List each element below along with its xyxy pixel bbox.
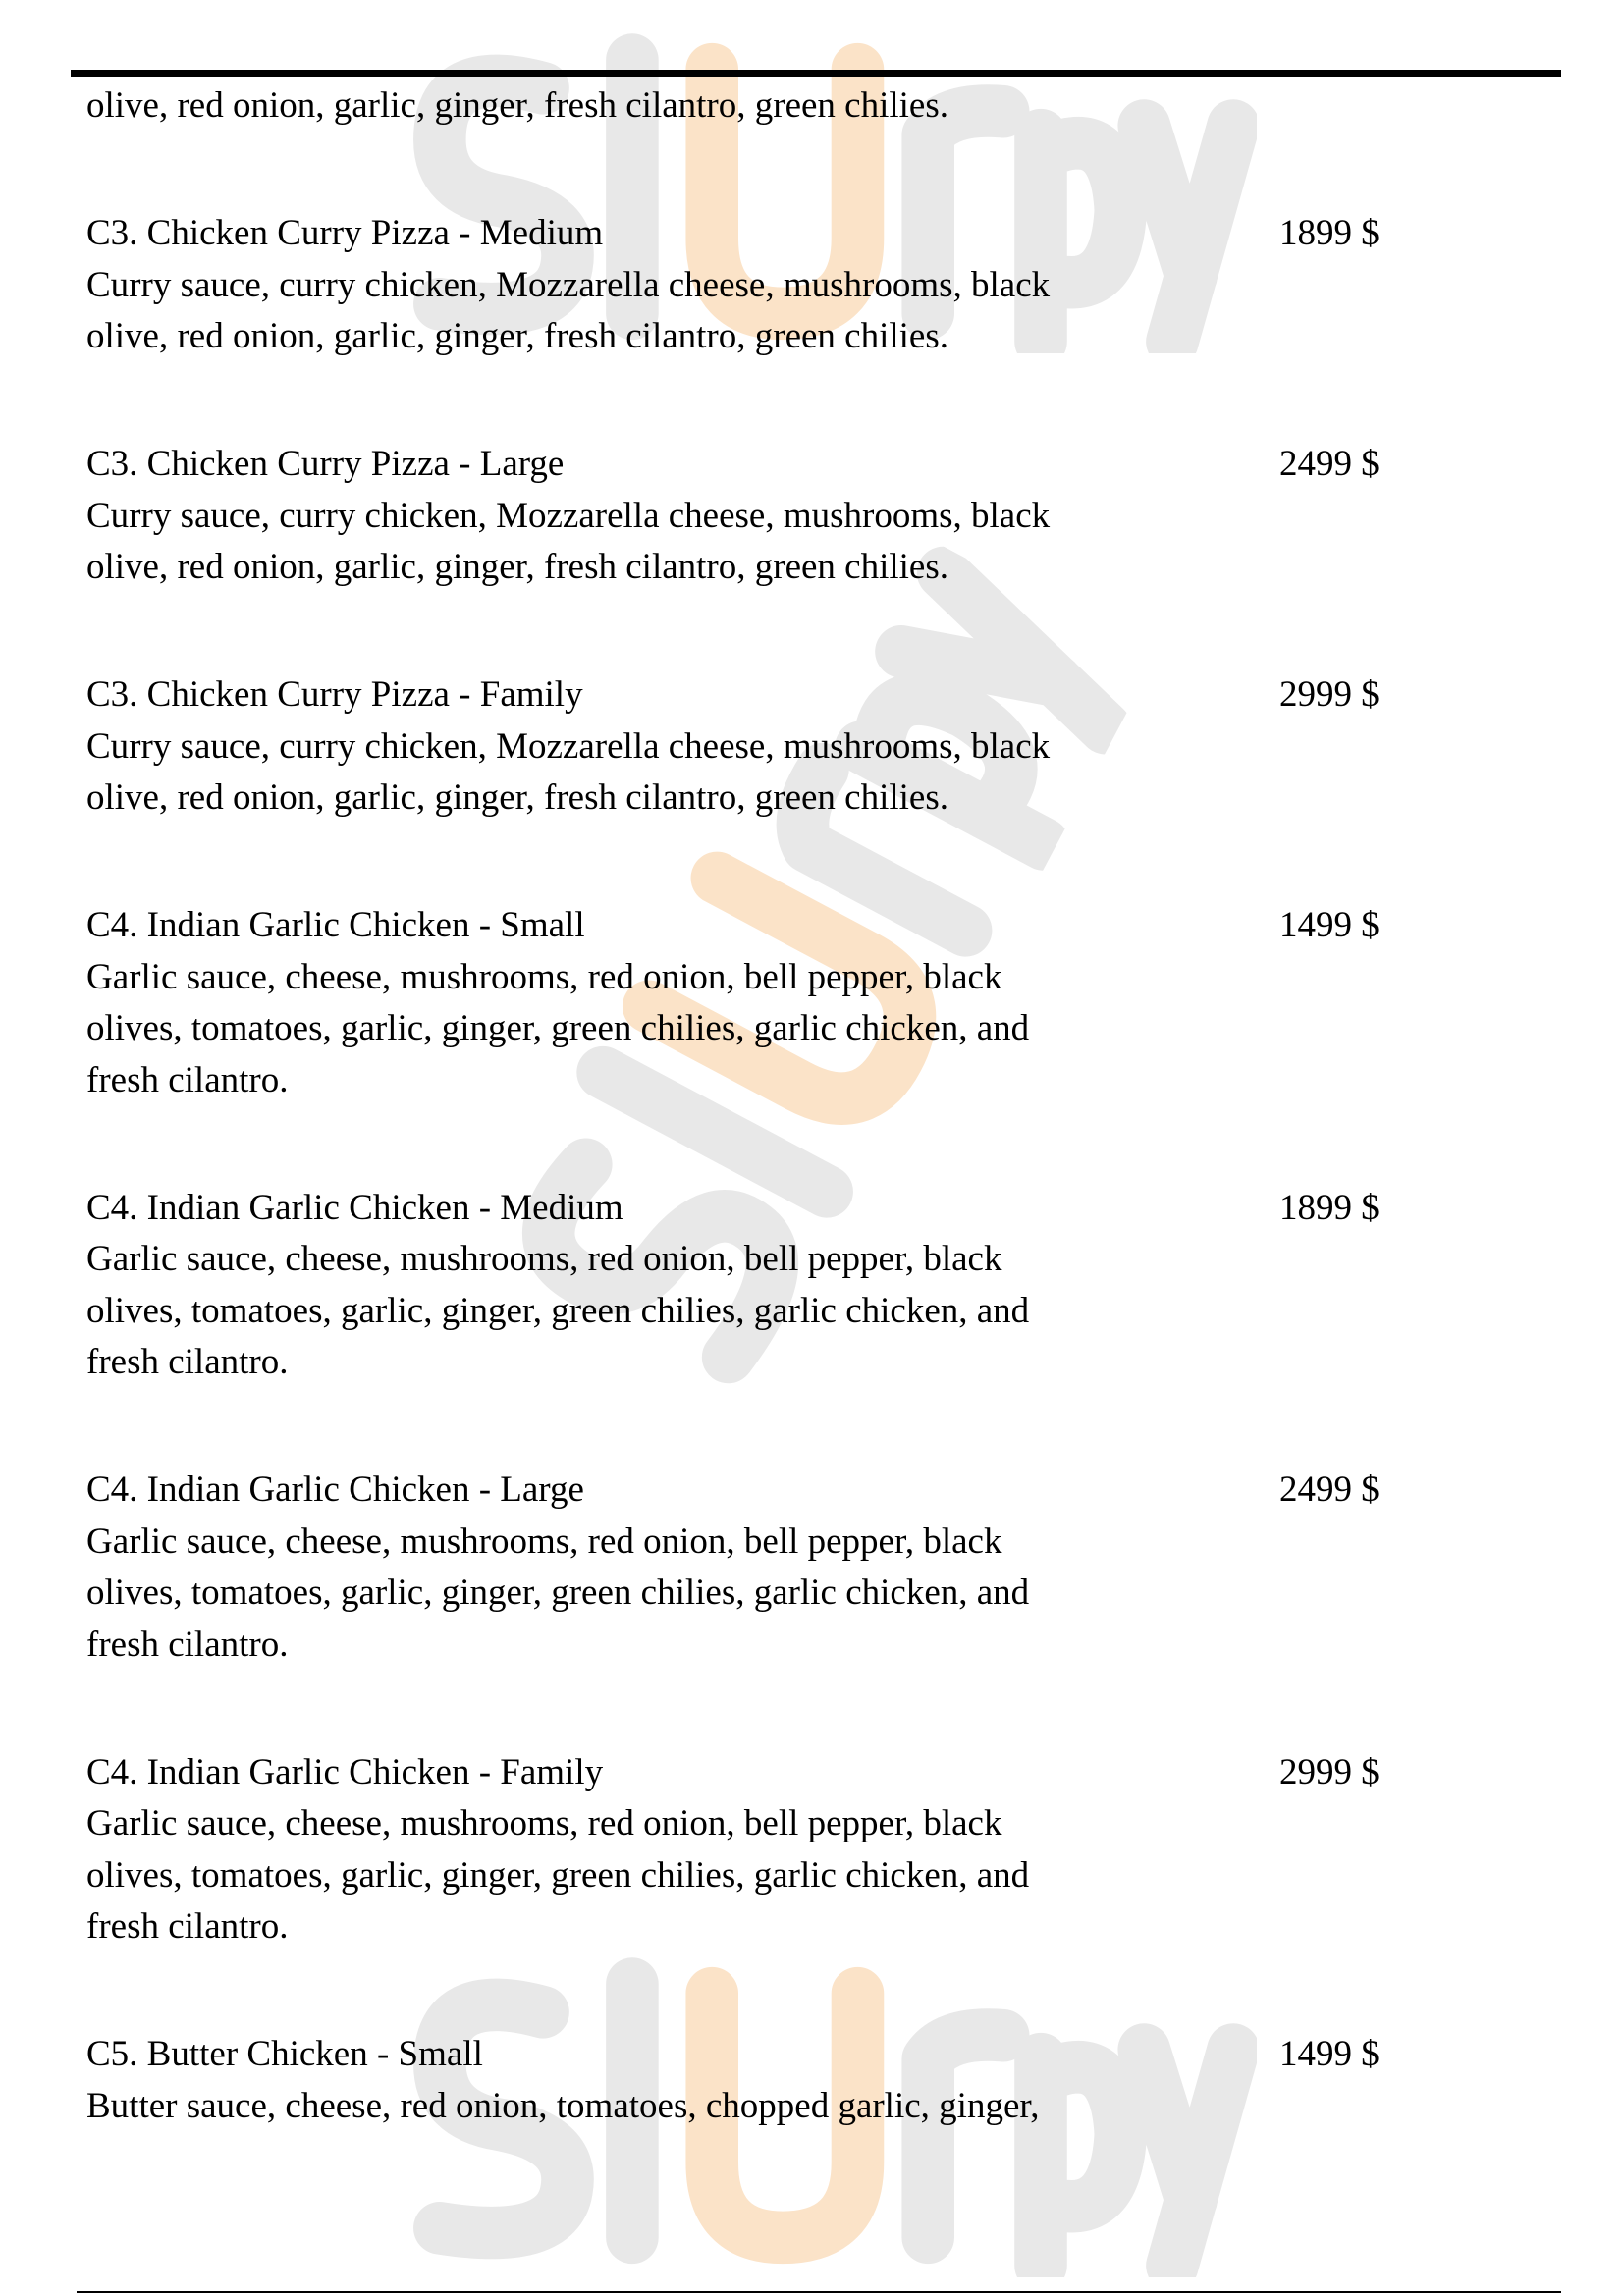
- menu-item-title: C5. Butter Chicken - Small: [86, 2034, 483, 2074]
- menu-item-price: 1899 $: [1279, 1187, 1380, 1228]
- menu-item: [86, 669, 1559, 825]
- description-line: Curry sauce, curry chicken, Mozzarella cheese, mushrooms, black: [86, 495, 1051, 536]
- top-rule: [71, 70, 1561, 77]
- menu-item-price: 2999 $: [1279, 674, 1380, 715]
- menu-item-title: C4. Indian Garlic Chicken - Family: [86, 1751, 604, 1792]
- description-line: olives, tomatoes, garlic, ginger, green chilies, garlic chicken, and: [86, 1573, 1030, 1613]
- menu-item-description: [86, 260, 1206, 363]
- description-line: Garlic sauce, cheese, mushrooms, red onion, bell pepper, black: [86, 1239, 1002, 1279]
- bottom-rule: [77, 2291, 1561, 2293]
- menu-items: [86, 208, 1559, 2132]
- menu-item-description: [86, 1798, 1206, 1953]
- description-line: Garlic sauce, cheese, mushrooms, red onion, bell pepper, black: [86, 956, 1002, 997]
- menu-item-price: 2999 $: [1279, 1751, 1380, 1792]
- description-line: fresh cilantro.: [86, 1906, 289, 1947]
- menu-item: [86, 1747, 1559, 1953]
- description-line: Garlic sauce, cheese, mushrooms, red onion, bell pepper, black: [86, 1803, 1002, 1843]
- description-line: olives, tomatoes, garlic, ginger, green chilies, garlic chicken, and: [86, 1008, 1030, 1048]
- menu-item-title: C3. Chicken Curry Pizza - Medium: [86, 213, 604, 253]
- description-line: Curry sauce, curry chicken, Mozzarella cheese, mushrooms, black: [86, 264, 1051, 305]
- menu-item-description: [86, 2081, 1206, 2133]
- menu-item-price: 1499 $: [1279, 905, 1380, 945]
- menu-item: [86, 900, 1559, 1106]
- menu-item-title: C4. Indian Garlic Chicken - Medium: [86, 1187, 623, 1228]
- description-line: olive, red onion, garlic, ginger, fresh cilantro, green chilies.: [86, 316, 948, 356]
- menu-item: [86, 208, 1559, 363]
- menu-item: [86, 439, 1559, 594]
- description-line: fresh cilantro.: [86, 1624, 289, 1665]
- menu-list: [86, 80, 1559, 2209]
- menu-item-description: [86, 1517, 1206, 1672]
- menu-item-price: 2499 $: [1279, 444, 1380, 484]
- description-line: fresh cilantro.: [86, 1342, 289, 1382]
- menu-item: [86, 1183, 1559, 1389]
- menu-item-price: 2499 $: [1279, 1469, 1380, 1510]
- menu-item: [86, 1465, 1559, 1671]
- description-line: Curry sauce, curry chicken, Mozzarella cheese, mushrooms, black: [86, 725, 1051, 767]
- description-line: fresh cilantro.: [86, 1059, 289, 1100]
- continued-description: [86, 80, 1559, 133]
- description-line: Garlic sauce, cheese, mushrooms, red onion, bell pepper, black: [86, 1521, 1002, 1562]
- menu-item-title: C4. Indian Garlic Chicken - Large: [86, 1469, 584, 1510]
- description-line: olives, tomatoes, garlic, ginger, green chilies, garlic chicken, and: [86, 1854, 1030, 1896]
- description-line: Butter sauce, cheese, red onion, tomatoes, chopped garlic, ginger,: [86, 2085, 1040, 2126]
- description-line: olive, red onion, garlic, ginger, fresh cilantro, green chilies.: [86, 547, 948, 587]
- menu-item-title: C3. Chicken Curry Pizza - Large: [86, 444, 565, 484]
- menu-item-description: [86, 1234, 1206, 1389]
- menu-item-title: C3. Chicken Curry Pizza - Family: [86, 674, 583, 715]
- menu-item-description: [86, 721, 1206, 825]
- menu-item-description: [86, 952, 1206, 1107]
- menu-item-price: 1499 $: [1279, 2034, 1380, 2074]
- menu-item-title: C4. Indian Garlic Chicken - Small: [86, 905, 585, 945]
- menu-item: [86, 2029, 1559, 2132]
- description-line: olive, red onion, garlic, ginger, fresh cilantro, green chilies.: [86, 777, 948, 818]
- description-line: olive, red onion, garlic, ginger, fresh cilantro, green chilies.: [86, 85, 948, 126]
- menu-item-price: 1899 $: [1279, 213, 1380, 253]
- description-line: olives, tomatoes, garlic, ginger, green chilies, garlic chicken, and: [86, 1290, 1030, 1331]
- menu-item-description: [86, 491, 1206, 594]
